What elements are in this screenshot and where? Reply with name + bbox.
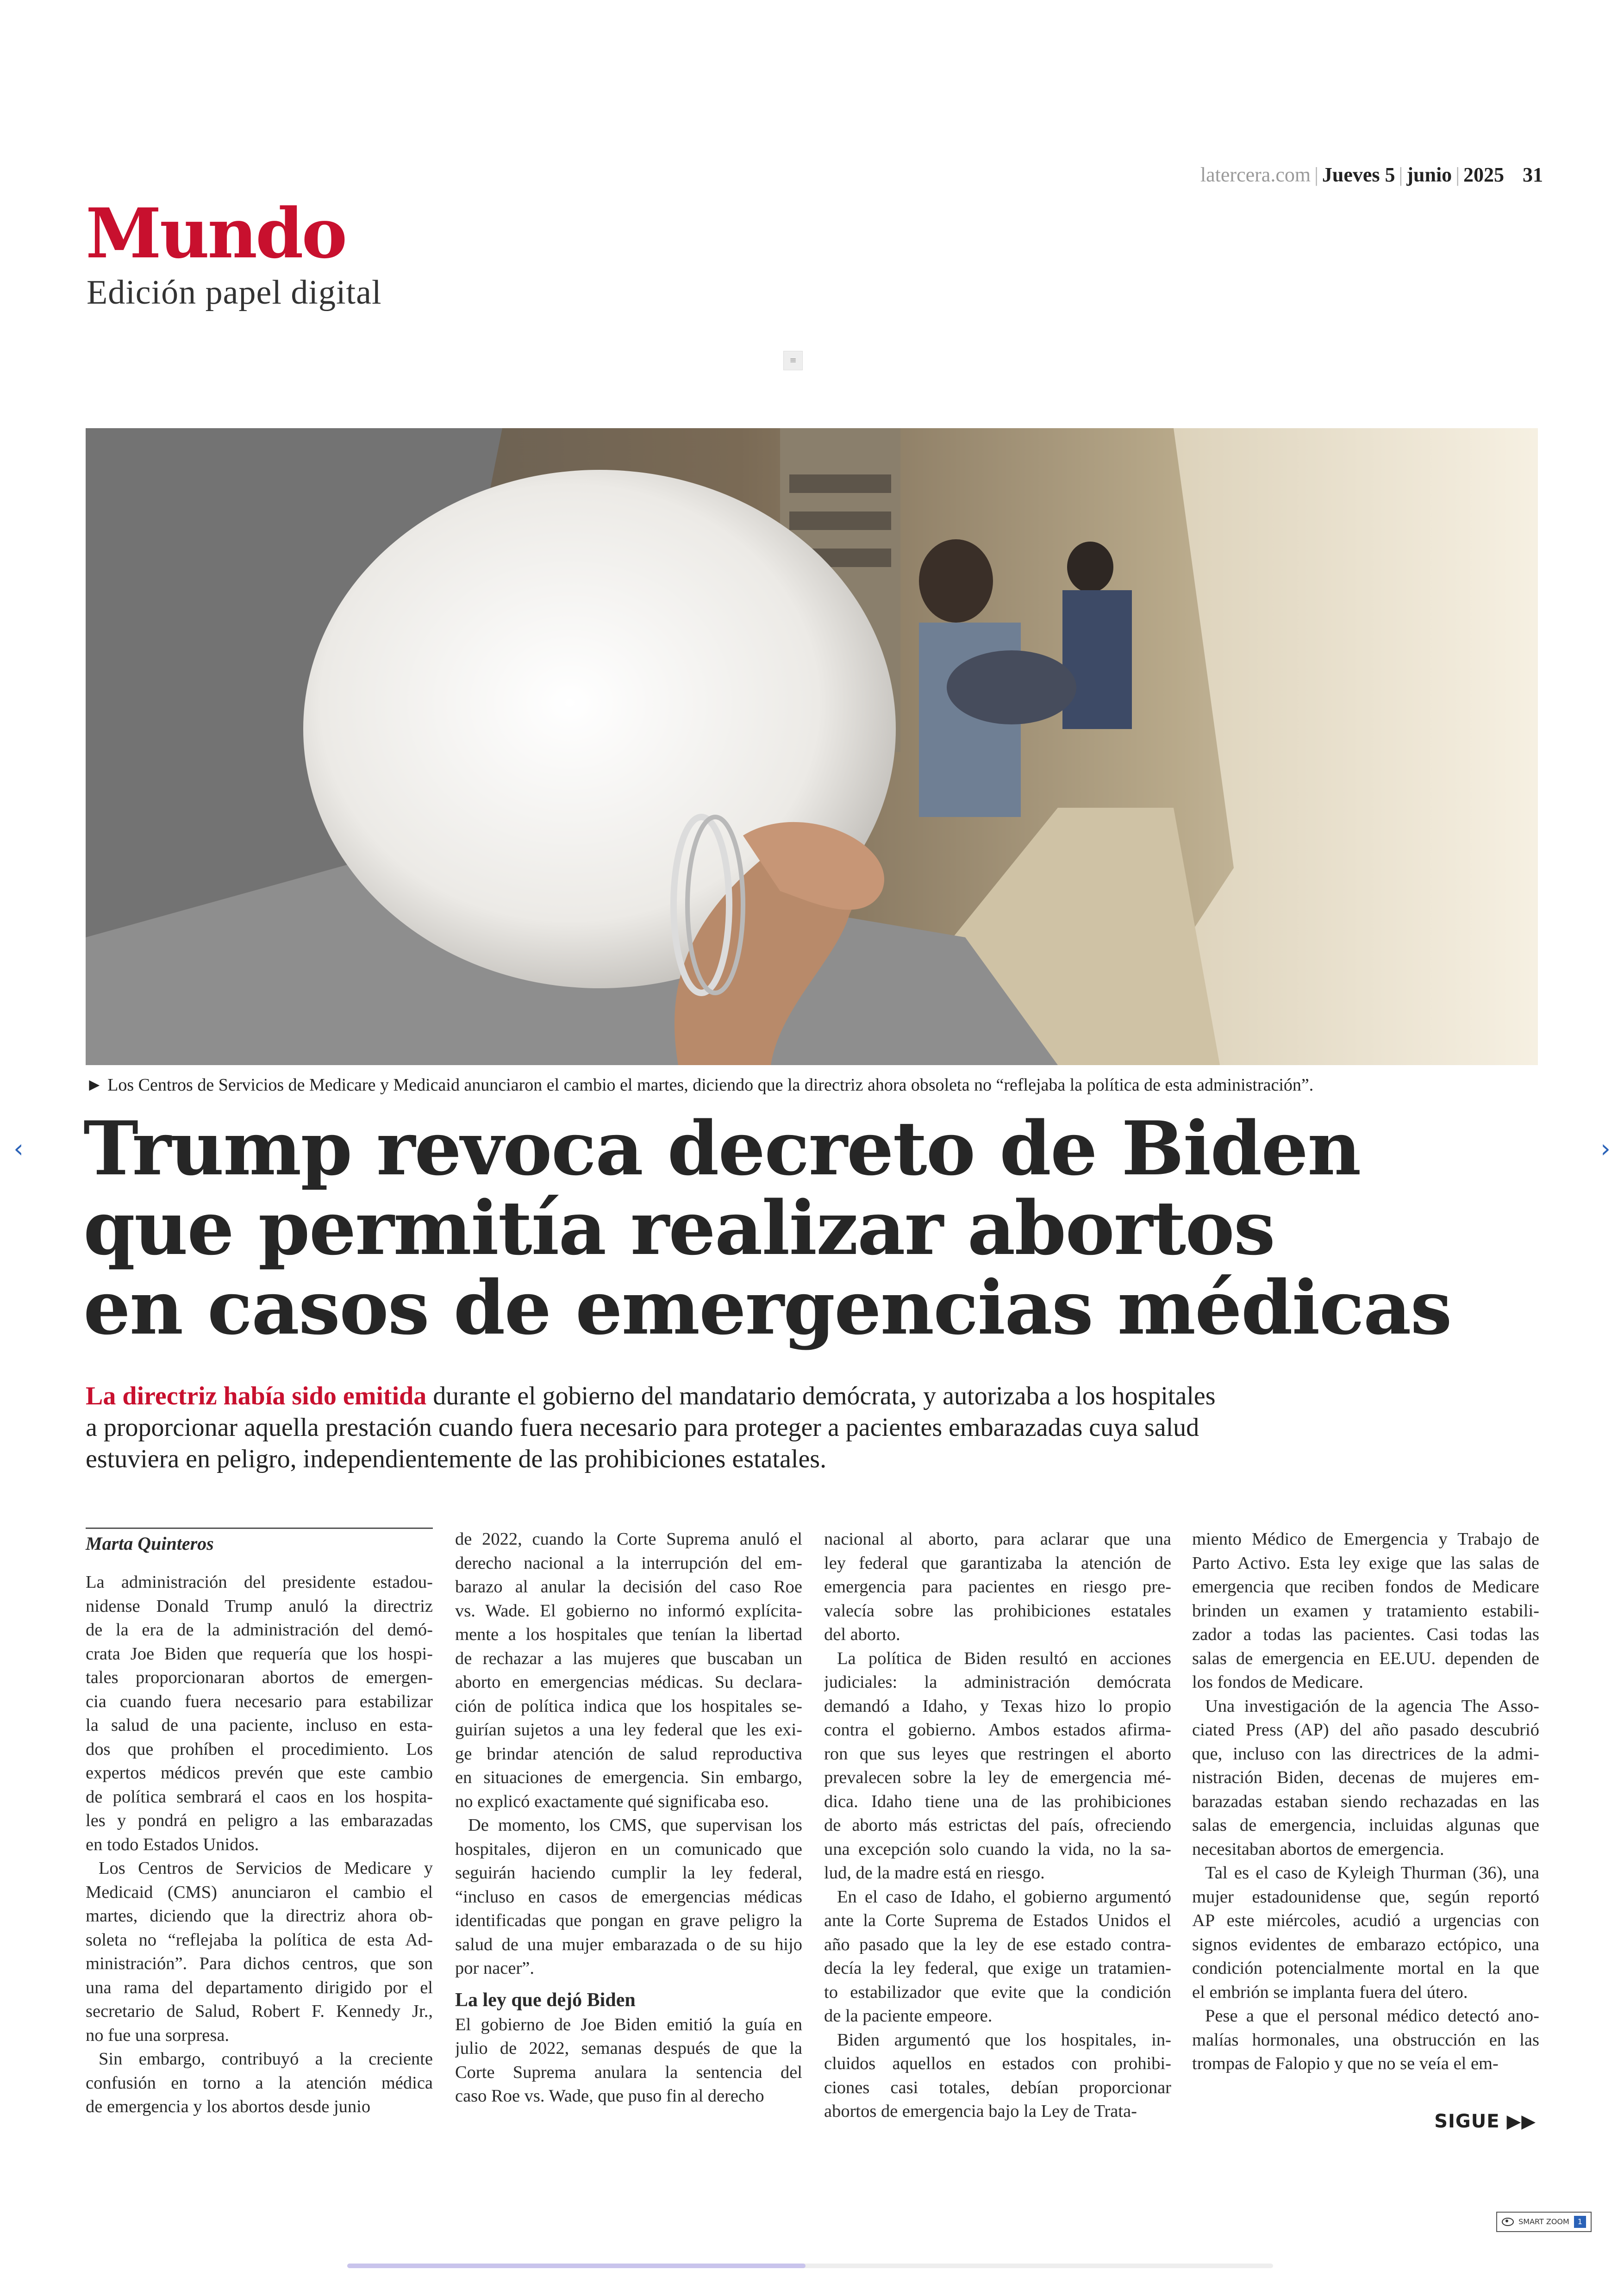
article-text-line: abortos de emergencia bajo la Ley de Trata- [824,2102,1137,2121]
article-text-line: expertos médicos prevén que este cambio [86,1763,433,1783]
article-text-line: año pasado que la ley de ese estado contra- [824,1934,1171,1954]
article-text-line: dica. Idaho tiene una de las prohibiciones [824,1791,1171,1811]
smart-zoom-button[interactable] [1496,2212,1592,2232]
byline: Marta Quinteros [86,1528,433,1555]
article-text-line: no explicó exactamente qué significaba eso. [455,1791,769,1811]
article-text-line: aborto en emergencias médicas. Su declara- [455,1672,802,1692]
article-text-line: miento Médico de Emergencia y Trabajo de [1192,1529,1539,1549]
article-text-line: malías hormonales, una obstrucción en las [1192,2030,1539,2050]
edition-year: 2025 [1463,163,1504,186]
article-text-line: martes, diciendo que la directriz ahora ob- [86,1906,433,1926]
continue-marker[interactable] [1434,2111,1536,2132]
article-text-line: emergencia que reciben fondos de Medicare [1192,1577,1539,1597]
article-text-line: Los Centros de Servicios de Medicare y [99,1858,433,1878]
article-text-line: La política de Biden resultó en acciones [837,1648,1171,1668]
article-text-line: ley federal que garantizaba la atención de [824,1553,1171,1573]
article-text-line: Tal es el caso de Kyleigh Thurman (36), una [1205,1863,1539,1883]
smart-zoom-label: SMART ZOOM [1518,2217,1569,2226]
article-text-line: ciated Press (AP) del año pasado descubrió [1192,1720,1539,1740]
article-column-3 [824,1528,1171,2124]
deck-text: estuviera en peligro, independientemente de las prohibiciones estatales. [86,1445,827,1473]
article-text-line: el embrión se implanta fuera del útero. [1192,1982,1468,2002]
page-number: 31 [1523,163,1543,186]
headline-line: que permitía realizar abortos [83,1185,1274,1272]
article-text-line: que, incluso con las directrices de la admi- [1192,1744,1539,1764]
article-text-line: salas de emergencia, incluidas algunas que [1192,1815,1539,1835]
article-text-line: soleta no “reflejaba la política de esta Ad- [86,1930,433,1950]
deck-text: durante el gobierno del mandatario demócrata, y autorizaba a los hospitales [426,1382,1216,1410]
headline [83,1105,1542,1351]
article-text-line: prevalecen sobre la ley de emergencia mé- [824,1768,1171,1787]
article-text-line: lud, de la madre está en riesgo. [824,1863,1045,1883]
article-text-line: judiciales: la administración demócrata [824,1672,1171,1692]
article-text-line: dos que prohíben el procedimiento. Los [86,1739,433,1759]
article-text-line: barazo al anular la decisión del caso Roe [455,1577,802,1597]
site-name: latercera.com [1200,163,1311,186]
continue-label: SIGUE [1434,2111,1500,2132]
eye-icon [1502,2218,1514,2226]
article-text-line: demandó a Idaho, y Texas hizo lo propio [824,1696,1171,1716]
article-text-line: la salud de una paciente, incluso en esta- [86,1715,433,1735]
article-text-line: cia cuando fuera necesario para estabilizar [86,1691,433,1711]
article-text-line: “incluso en casos de emergencias médicas [455,1887,802,1907]
article-text-line: brinden un examen y tratamiento estabili- [1192,1601,1539,1621]
article-text-line: una excepción solo cuando la vida, no la sa- [824,1839,1171,1859]
article-text-line: caso Roe vs. Wade, que puso fin al derecho [455,2086,764,2106]
article-text-line: seguirán haciendo cumplir la ley federal, [455,1863,802,1883]
article-text-line: Medicaid (CMS) anunciaron el cambio el [86,1882,433,1902]
article-text-line: de 2022, cuando la Corte Suprema anuló el [455,1529,802,1549]
article-text-line: por nacer”. [455,1958,534,1978]
headline-line: Trump revoca decreto de Biden [83,1105,1361,1192]
article-column-1 [86,1528,433,2119]
article-text-line: AP este miércoles, acudió a urgencias con [1192,1911,1539,1930]
article-text-line: ge brindar atención de salud reproductiva [455,1744,802,1764]
article-text-line: salas de emergencia en EE.UU. dependen de [1192,1648,1539,1668]
deck-lead: La directriz había sido emitida [86,1382,427,1410]
headline-line: en casos de emergencias médicas [83,1264,1451,1351]
edition-month: junio [1406,163,1452,186]
article-text-line: La administración del presidente estadou- [86,1572,433,1592]
article-text-line: to estabilizador que evite que la condición [824,1982,1171,2002]
article-text-line: guirían sujetos a una ley federal que les exi- [455,1720,802,1740]
article-text-line: confusión en torno a la atención médica [86,2073,433,2093]
chevron-right-icon[interactable]: › [1600,1134,1611,1163]
article-text-line: Sin embargo, contribuyó a la creciente [99,2049,433,2069]
article-text-line: ante la Corte Suprema de Estados Unidos el [824,1911,1171,1930]
article-text-line: una rama del departamento dirigido por el [86,1977,433,1997]
article-text-line: ron que sus leyes que restringen el aborto [824,1744,1171,1764]
section-subtitle: Edición papel digital [87,274,382,312]
edition-meta: latercera.com | Jueves 5 | junio | 2025 31 [1200,163,1543,186]
article-text-line: de la paciente empeore. [824,2006,993,2026]
deck-text: a proporcionar aquella prestación cuando fuera necesario para proteger a pacientes embarazadas cuya salud [86,1413,1199,1442]
article-text-line: emergencia para pacientes en riesgo pre- [824,1577,1171,1597]
article-text-line: trompas de Falopio y que no se veía el em- [1192,2054,1499,2073]
article-text-line: de emergencia y los abortos desde junio [86,2097,371,2116]
edition-day: Jueves 5 [1322,163,1395,186]
article-text-line: no fue una sorpresa. [86,2025,230,2045]
article-text-line: mujer estadounidense que, según reportó [1192,1887,1539,1907]
article-text-line: decía la ley federal, que exige un tratamien- [824,1958,1171,1978]
article-text-line: en situaciones de emergencia. Sin embargo, [455,1768,802,1787]
article-text-line: identificadas que pongan en grave peligro la [455,1911,802,1930]
article-text-line: mente a los hospitales que tenían la libertad [455,1625,802,1644]
article-text-line: En el caso de Idaho, el gobierno argumentó [837,1887,1171,1907]
smart-zoom-badge: 1 [1574,2216,1586,2228]
page-marker-icon[interactable]: ≡ [783,351,803,370]
article-text-line: vs. Wade. El gobierno no informó explícita- [455,1601,802,1621]
article-text-line: nacional al aborto, para aclarar que una [824,1529,1171,1549]
section-title: Mundo [86,193,346,274]
article-text-line: secretario de Salud, Robert F. Kennedy Jr., [86,2002,433,2021]
article-text-line: del aborto. [824,1625,900,1644]
article-text-line: valecía sobre las prohibiciones estatales [824,1601,1171,1621]
article-text-line: salud de una mujer embarazada o de su hijo [455,1934,802,1954]
article-column-4 [1192,1528,1539,2076]
article-text-line: Una investigación de la agencia The Asso- [1205,1696,1539,1716]
article-text-line: julio de 2022, semanas después de que la [455,2039,802,2058]
article-text-line: crata Joe Biden que requería que los hospi- [86,1644,433,1664]
article-text-line: de la era de la administración del demó- [86,1620,433,1640]
article-text-line: en todo Estados Unidos. [86,1834,259,1854]
article-text-line: de política sembrará el caos en los hospita- [86,1787,433,1807]
article-text-line: Parto Activo. Esta ley exige que las salas de [1192,1553,1539,1573]
article-text-line: de aborto más estrictas del país, ofreciendo [824,1815,1171,1835]
article-text-line: De momento, los CMS, que supervisan los [468,1815,802,1835]
chevron-left-icon[interactable]: ‹ [13,1134,24,1163]
article-photo [86,428,1538,1065]
deck [86,1380,1544,1475]
article-text-line: barazadas estaban siendo rechazadas en las [1192,1791,1539,1811]
article-text-line: ministración”. Para dichos centros, que son [86,1954,433,1973]
article-text-line: Biden argumentó que los hospitales, in- [837,2030,1171,2050]
article-text-line: ciones casi totales, debían proporcionar [824,2077,1171,2097]
article-text-line: nistración Biden, decenas de mujeres em- [1192,1768,1539,1787]
article-text-line: contra el gobierno. Ambos estados afirma- [824,1720,1171,1740]
article-text-line: ción de política indica que los hospitales se- [455,1696,802,1716]
article-column-2 [455,1528,802,2108]
scrollbar-thumb[interactable] [347,2264,806,2268]
article-text-line: tales proporcionaran abortos de emergen- [86,1668,433,1687]
article-text-line: derecho nacional a la interrupción del em- [455,1553,802,1573]
article-text-line: nidense Donald Trump anuló la directriz [86,1596,433,1616]
article-text-line: signos evidentes de embarazo ectópico, una [1192,1934,1539,1954]
article-text-line: necesitaban abortos de emergencia. [1192,1839,1444,1859]
article-text-line: los fondos de Medicare. [1192,1672,1363,1692]
article-text-line: Pese a que el personal médico detectó ano- [1205,2006,1539,2026]
article-text-line: les y pondrá en peligro a las embarazadas [86,1811,433,1830]
double-arrow-icon: ▶▶ [1499,2111,1536,2132]
subheading: La ley que dejó Biden [455,1989,636,2011]
article-text-line: El gobierno de Joe Biden emitió la guía en [455,2014,802,2034]
article-text-line: condición potencialmente mortal en la que [1192,1958,1539,1978]
article-text-line: cluidos aquellos en estados con prohibi- [824,2054,1171,2073]
photo-caption: ► Los Centros de Servicios de Medicare y Medicaid anunciaron el cambio el martes, diciendo que la directriz ahora obsoleta no “reflejaba la política de esta administración”. [86,1075,1314,1095]
article-text-line: hospitales, dijeron en un comunicado que [455,1839,802,1859]
article-text-line: de rechazar a las mujeres que buscaban un [455,1648,802,1668]
article-text-line: Corte Suprema anulara la sentencia del [455,2062,802,2082]
article-text-line: zador a todas las pacientes. Casi todas las [1192,1625,1539,1644]
